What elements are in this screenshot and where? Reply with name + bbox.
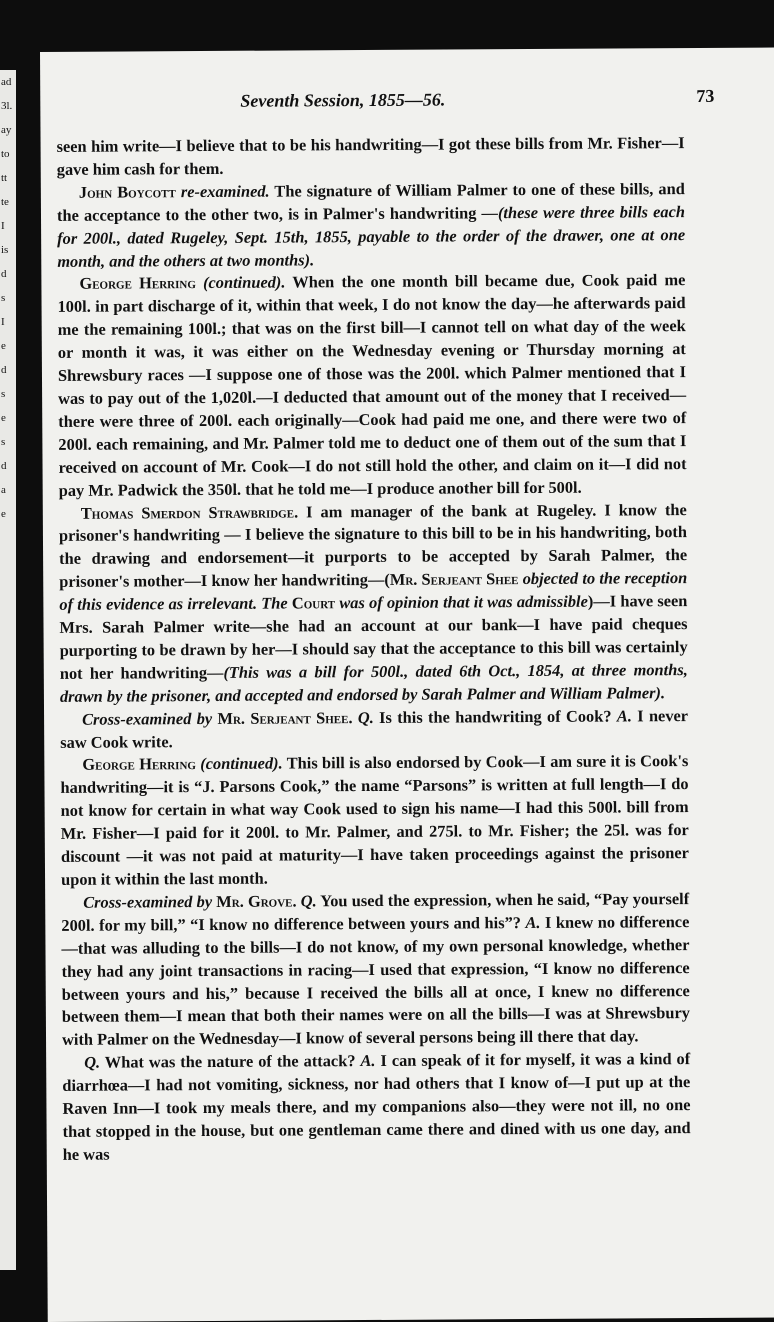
text-run: Q. xyxy=(357,707,374,727)
text-run: (these were three bills each for 200l., dated Rugeley, Sept. 15th, 1855, payable to the order of the drawer, one at one month, and the others at two months). xyxy=(57,201,686,271)
text-run: was of opinion that it was admissible xyxy=(335,591,588,613)
text-run: You used the expression, when he said, “Pay yourself 200l. for my bill,” “I know no difference between yours and his”? xyxy=(61,888,690,935)
text-run: This bill is also endorsed by Cook—I am sure it is Cook's handwriting—it is “J. Parsons Cook,” the name “Parsons” is written at full length—I do not know for certain in what way Cook used to sign his name—I had this 500l. bill from Mr. Fisher—I paid for it 200l. to Mr. Palmer, and 275l. to Mr. Fisher; the 25l. was for discount —it was not paid at maturity—I have taken proceedings against the prisoner upon it within the last month. xyxy=(60,751,689,889)
margin-fragment: tt xyxy=(1,172,8,184)
paragraph-p3 xyxy=(57,269,686,502)
text-run: objected to the reception of this evidence as irrelevant. The xyxy=(59,568,688,615)
margin-fragment: te xyxy=(1,196,9,208)
paragraph-p4 xyxy=(59,499,688,709)
margin-fragment: a xyxy=(1,484,6,496)
text-run: A. xyxy=(616,706,632,726)
text-run: George Herring xyxy=(79,273,196,294)
text-run: )—I have seen Mrs. Sarah Palmer write—she had an account at our bank—I have paid cheques purporting to be drawn by her—I should say that the acceptance to this bill was certainly not her handwriting— xyxy=(59,591,688,683)
text-run: seen him write—I believe that to be his handwriting—I got these bills from Mr. Fisher—I gave him cash for them. xyxy=(56,133,685,179)
margin-fragment: to xyxy=(1,148,10,160)
text-run: (This was a bill for 500l., dated 6th Oct., 1854, at three months, drawn by the prisoner, and accepted and endorsed by Sarah Palmer and William Palmer). xyxy=(59,659,688,706)
book-page xyxy=(40,48,774,1322)
running-title: Seventh Session, 1855—56. xyxy=(240,89,446,111)
text-run: Q. xyxy=(300,891,317,911)
text-run: John Boycott xyxy=(78,181,176,202)
margin-fragment: e xyxy=(1,340,6,352)
margin-fragment: I xyxy=(1,316,5,328)
margin-fragment: d xyxy=(1,268,7,280)
margin-fragment: d xyxy=(1,364,7,376)
text-run: George Herring xyxy=(82,754,196,775)
text-run: Thomas Smerdon Strawbridge. xyxy=(80,501,299,523)
paragraph-p7 xyxy=(61,888,690,1052)
text-run: A. xyxy=(525,912,541,932)
margin-fragment: I xyxy=(1,220,5,232)
text-run: A. xyxy=(360,1051,376,1071)
text-run: I knew no difference—that was alluding to the bills—I do not know, of my own personal knowledge, whether they had any joint transactions in racing—I used that expression, “I know no difference between yours and his,” because I received the bills all at once, I knew no difference between them—I mean that both their names were on all the bills—I was at Shrewsbury with Palmer on the Wednesday—I know of several persons being ill there that day. xyxy=(61,911,690,1050)
text-run: The signature of William Palmer to one of these bills, and the acceptance to the other two, is in Palmer's handwriting — xyxy=(56,178,685,225)
text-run: What was the nature of the attack? xyxy=(100,1051,361,1072)
text-run: (continued). xyxy=(195,753,283,774)
text-run: When the one month bill became due, Cook paid me 100l. in part discharge of it, within that week, I do not know the day—he afterwards paid me the remaining 100l.; that was on the first bill—I cannot tell on what day of the week or month it was, it was either on the Wednesday evening or Thursday morning at Shrewsbury races —I suppose one of those was the 200l. which Palmer mentioned that I was to pay out of the 1,020l.—I deducted that amount out of the money that I received—there were three of 200l. each originally—Cook had paid me one, and there were two of 200l. each remaining, and Mr. Palmer told me to deduct one of them out of the sum that I received on account of Mr. Cook—I do not still hold the other, and claim on it—I did not pay Mr. Padwick the 350l. that he told me—I produce another bill for 500l. xyxy=(57,270,687,500)
text-run: I never saw Cook write. xyxy=(60,705,689,752)
paragraph-p2 xyxy=(57,178,686,273)
margin-fragment: s xyxy=(1,388,6,400)
margin-fragment: ay xyxy=(1,124,12,136)
text-run: (continued). xyxy=(195,272,286,293)
text-run: Mr. Grove. xyxy=(212,891,297,911)
margin-fragment: ad xyxy=(1,76,12,88)
margin-fragment: 3l. xyxy=(1,100,13,112)
text-run: Cross-examined by xyxy=(82,708,213,729)
margin-fragment: e xyxy=(1,412,6,424)
text-run: Court xyxy=(291,593,336,613)
text-run: Mr. Serjeant Shee. xyxy=(212,707,353,728)
text-run: I am manager of the bank at Rugeley. I know the prisoner's handwriting — I believe the signature to this bill to be in his handwriting, both the drawing and endorsement—it purports to be accepted by Sarah Palmer, the prisoner's mother—I know her handwriting—( xyxy=(58,499,688,592)
margin-fragment: s xyxy=(1,436,6,448)
paragraph-p8 xyxy=(62,1048,691,1166)
paragraph-p5 xyxy=(60,705,688,755)
text-run: I can speak of it for myself, it was a kind of diarrhœa—I had not vomiting, sickness, nor had others that I know of—I put up at the Raven Inn—I took my meals there, and my companions also—they were not ill, no one that stopped in the house, but one gentleman came there and dined with us one day, and he was xyxy=(62,1049,691,1164)
margin-fragment: d xyxy=(1,460,7,472)
margin-fragment: is xyxy=(1,244,9,256)
text-run: Is this the handwriting of Cook? xyxy=(373,706,617,727)
text-run: Q. xyxy=(84,1052,101,1072)
adjacent-page-margin xyxy=(0,70,16,1270)
text-run: Mr. Serjeant Shee xyxy=(389,569,519,590)
paragraph-p1 xyxy=(57,132,685,182)
page-number: 73 xyxy=(696,85,715,106)
margin-fragment: s xyxy=(1,292,6,304)
page-body-text xyxy=(57,132,691,1167)
text-run: Cross-examined by xyxy=(83,891,213,912)
text-run: re-examined. xyxy=(175,181,270,201)
margin-fragment: e xyxy=(1,508,6,520)
paragraph-p6 xyxy=(60,751,689,892)
